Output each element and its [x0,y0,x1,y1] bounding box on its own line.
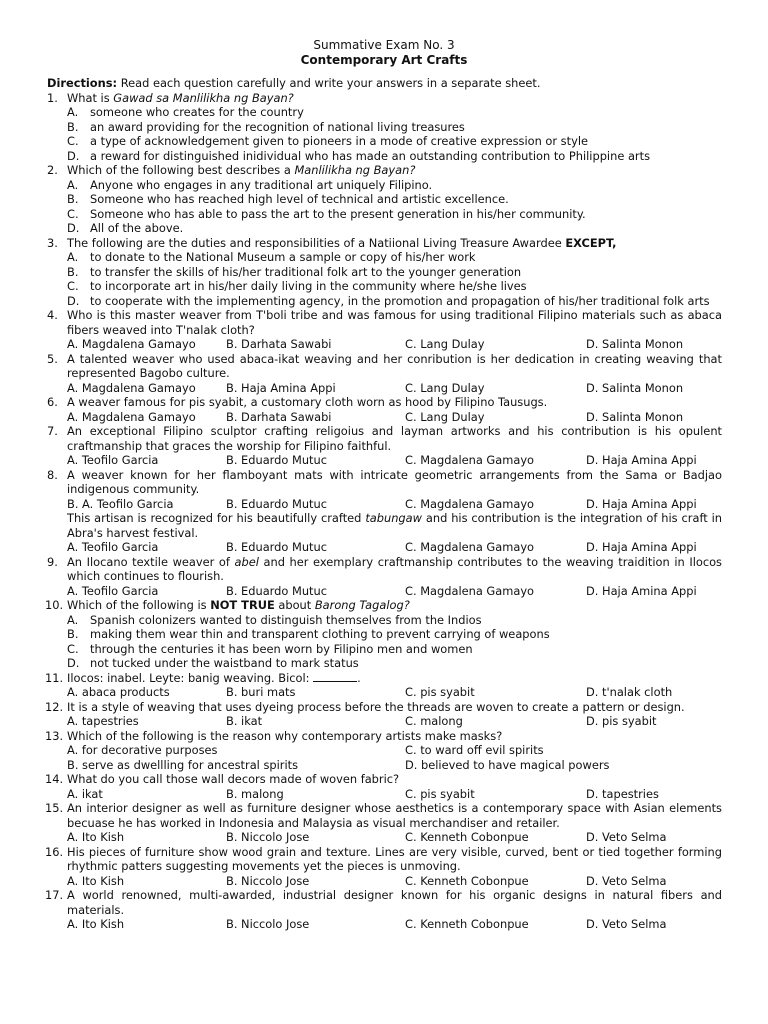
option: B. Eduardo Mutuc [226,496,327,511]
option-text: to transfer the skills of his/her traditional folk art to the younger generation [90,264,522,279]
option: A. tapestries [67,714,139,728]
question-text: An exceptional Filipino sculptor crafting religoius and layman artworks and his contribution is his opulent craftmanship that graces the worship for Filipino faithful. [67,424,722,453]
question-text: A world renowned, multi-awarded, industrial designer known for his organic designs in natural fibers and materials. [67,888,722,917]
option: B. ikat [226,714,263,728]
option: C. Kenneth Cobonpue [405,917,529,931]
option-text: Spanish colonizers wanted to distinguish themselves from the Indios [90,612,482,627]
option [0,149,720,164]
option: D. tapestries [586,786,659,801]
option-letter: C. [67,279,79,293]
exam-title: Contemporary Art Crafts [300,53,468,67]
options-row [0,685,768,700]
option-letter: B. [67,119,79,134]
option-letter: A. [67,105,79,119]
options-row [0,453,768,468]
question-text: Which of the following is [67,598,211,612]
option: C. Magdalena Gamayo [405,540,535,554]
question-number: 16. [45,844,64,859]
question-text: A talented weaver who used abaca-ikat weaving and her conribution is her dedication in creating weaving that represented Bagobo culture. [67,351,722,380]
option: B. Darhata Sawabi [226,337,332,351]
question-text: Ilocos: inabel. Leyte: banig weaving. Bicol: [67,670,314,685]
option: C. malong [405,714,463,728]
option: C. Kenneth Cobonpue [405,830,529,844]
option-letter: B. [67,192,79,206]
option: C. Magdalena Gamayo [405,583,535,598]
option [0,279,720,294]
option-letter: D. [67,656,80,670]
option: C. Kenneth Cobonpue [405,873,529,888]
option-text: an award providing for the recognition of national living treasures [90,119,465,134]
option-letter: D. [67,221,80,235]
option: A. Magdalena Gamayo [67,337,196,351]
options-row [0,743,768,758]
option-text: to donate to the National Museum a sample or copy of his/her work [90,250,476,264]
question-text: This artisan is recognized for his beautifully crafted [67,511,366,525]
question-1 [0,91,722,106]
options-row [0,540,768,555]
question-number: 5. [47,351,58,366]
exam-header [0,38,768,68]
options-row [0,917,768,932]
option [0,627,720,642]
option: A. for decorative purposes [67,743,218,757]
option: A. Teofilo Garcia [67,583,159,598]
option-letter: C. [67,134,79,148]
question-7 [0,424,722,453]
option-text: a type of acknowledgement given to pioneers in a mode of creative expression or style [90,134,589,148]
question-number: 17. [45,888,64,902]
question-number: 9. [47,554,58,569]
option: B. Niccolo Jose [226,830,310,844]
question-text: What do you call those wall decors made of woven fabric? [67,772,400,786]
question-text-end: . [357,670,361,685]
question-12 [0,700,722,715]
option-text: Anyone who engages in any traditional art uniquely Filipino. [90,177,433,192]
option-text: Someone who has able to pass the art to the present generation in his/her community. [90,206,586,221]
option-text: not tucked under the waistband to mark status [90,656,359,670]
question-text: An interior designer as well as furniture designer whose aesthetics is a contemporary space with Asian elements becuase he has worked in Indonesia and Malaysia as visual merchandiser and retailer. [67,801,722,830]
option: D. Salinta Monon [586,337,684,351]
option [0,178,720,193]
option: B. Niccolo Jose [226,917,310,931]
option: B. Haja Amina Appi [226,380,336,395]
question-number: 1. [47,90,58,105]
option [0,613,720,628]
question-number: 8. [47,467,58,482]
option-letter: B. [67,627,79,641]
question-16 [0,845,722,874]
exam-number: Summative Exam No. 3 [313,38,455,52]
option: A. Ito Kish [67,830,125,844]
question-emphasis: Gawad sa Manlilikha ng Bayan? [113,90,294,105]
question-number: 7. [47,424,58,438]
option-text: to cooperate with the implementing agency, in the promotion and propagation of his/her traditional folk arts [90,293,710,308]
question-emphasis: abel [234,554,259,569]
options-row [0,830,768,845]
option: A. Teofilo Garcia [67,453,159,467]
directions [47,76,727,91]
question-6 [0,395,722,410]
option: B. Eduardo Mutuc [226,540,327,554]
option: C. Magdalena Gamayo [405,496,535,511]
option: B. Eduardo Mutuc [226,453,327,467]
option [0,134,720,149]
option-letter: C. [67,206,79,221]
question-text: and his contribution is the integration of his craft in Abra's harvest festival. [67,511,722,540]
option: A. ikat [67,786,103,801]
option [0,250,720,265]
question-number: 2. [47,163,58,177]
directions-text: Read each question carefully and write your answers in a separate sheet. [117,76,541,90]
option: A. abaca products [67,685,170,699]
option-letter: D. [67,293,80,308]
exam-page [0,38,768,932]
option: D. Haja Amina Appi [586,496,697,511]
option-letter: A. [67,177,79,192]
option: B. Eduardo Mutuc [226,583,327,598]
question-3 [0,236,722,251]
question-15 [0,801,722,830]
options-row [0,758,768,773]
option: C. Lang Dulay [405,380,485,395]
question-text: A weaver famous for pis syabit, a customary cloth worn as hood by Filipino Tausugs. [67,395,548,409]
option: C. pis syabit [405,786,475,801]
question-5 [0,352,722,381]
question-number: 10. [45,598,64,612]
option [0,207,720,222]
option: D. Haja Amina Appi [586,540,697,554]
option [0,656,720,671]
option: C. Magdalena Gamayo [405,453,535,467]
option: A. Ito Kish [67,917,125,931]
question-text: A weaver known for her flamboyant mats with intricate geometric arrangements from the Sama or Badjao indigenous community. [67,467,722,496]
options-row [0,714,768,729]
option [0,294,720,309]
question-number: 3. [47,235,58,250]
question-number: 14. [45,772,64,786]
option: B. serve as dwellling for ancestral spirits [67,757,299,772]
question-text: It is a style of weaving that uses dyeing process before the threads are woven to create a pattern or design. [67,699,685,714]
options-row [0,337,768,352]
option: D. Salinta Monon [586,409,684,424]
option: D. Veto Selma [586,873,667,888]
option-text: someone who creates for the country [90,105,304,119]
options-row [0,874,768,889]
option: C. pis syabit [405,685,475,699]
question-13 [0,729,722,744]
question-text: An Ilocano textile weaver of [67,554,235,569]
option-text: Someone who has reached high level of technical and artistic excellence. [90,192,509,206]
option-text: All of the above. [90,221,184,235]
question-4 [0,308,722,337]
question-8b [0,511,722,540]
directions-label: Directions: [47,76,118,90]
option [0,120,720,135]
question-text: The following are the duties and responsibilities of a Natiional Living Treasure Awardee [67,235,566,250]
option-text: a reward for distinguished inidividual who has made an outstanding contribution to Philippine arts [90,148,651,163]
option [0,265,720,280]
options-row [0,381,768,396]
option [0,221,720,236]
options-row [0,497,768,512]
option: D. Haja Amina Appi [586,583,697,598]
option: A. Magdalena Gamayo [67,409,196,424]
options-row [0,584,768,599]
question-strong: NOT TRUE [210,598,275,612]
question-10 [0,598,722,613]
option: B. Niccolo Jose [226,873,310,888]
question-17 [0,888,722,917]
options-row [0,787,768,802]
option: D. Veto Selma [586,917,667,931]
question-strong: EXCEPT, [565,235,617,250]
option: B. Darhata Sawabi [226,409,332,424]
option-letter: A. [67,612,79,627]
option [0,192,720,207]
option: B. A. Teofilo Garcia [67,496,174,511]
question-11 [0,671,722,686]
options-row [0,410,768,425]
question-9 [0,555,722,584]
question-text: and her exemplary craftmanship contributes to the weaving traidition in Ilocos which continues to flourish. [67,554,722,583]
option-letter: D. [67,148,80,163]
option [0,642,720,657]
question-number: 12. [45,699,64,714]
question-emphasis: Manlilikha ng Bayan? [294,163,416,177]
question-text: Which of the following best describes a [67,163,295,177]
question-text: His pieces of furniture show wood grain and texture. Lines are very visible, curved, bent or tied together forming rhythmic patters suggesting movements yet the pieces is unmoving. [67,844,722,873]
question-number: 6. [47,395,58,409]
option-letter: C. [67,641,79,656]
question-number: 15. [45,801,64,815]
option-letter: B. [67,264,79,279]
option: A. Magdalena Gamayo [67,380,196,395]
question-8 [0,468,722,497]
question-number: 13. [45,728,64,743]
option: C. to ward off evil spirits [405,743,544,757]
question-text: about [274,598,315,612]
option: D. Veto Selma [586,830,667,844]
question-number: 11. [45,670,64,685]
option: D. t'nalak cloth [586,685,673,699]
question-number: 4. [47,308,58,322]
option: B. malong [226,786,284,801]
question-text: Which of the following is the reason why contemporary artists make masks? [67,728,503,743]
option: A. Teofilo Garcia [67,540,159,554]
option: A. Ito Kish [67,873,125,888]
option: B. buri mats [226,685,296,699]
option: D. pis syabit [586,714,657,728]
option: D. believed to have magical powers [405,757,610,772]
option-letter: A. [67,250,79,264]
option-text: through the centuries it has been worn by Filipino men and women [90,641,473,656]
option [0,105,720,120]
question-emphasis: Barong Tagalog? [314,598,410,612]
option: D. Haja Amina Appi [586,453,697,467]
question-emphasis: tabungaw [365,511,422,525]
option-text: making them wear thin and transparent clothing to prevent carrying of weapons [90,627,550,641]
question-text: Who is this master weaver from T'boli tribe and was famous for using traditional Filipino materials such as abaca fibers weaved into T'nalak cloth? [67,308,722,337]
option-text: to incorporate art in his/her daily living in the community where he/she lives [90,279,527,293]
option: C. Lang Dulay [405,409,485,424]
question-2 [0,163,722,178]
answer-blank [313,671,357,682]
question-14 [0,772,722,787]
option: C. Lang Dulay [405,337,485,351]
option: D. Salinta Monon [586,380,684,395]
question-text: What is [67,90,114,105]
